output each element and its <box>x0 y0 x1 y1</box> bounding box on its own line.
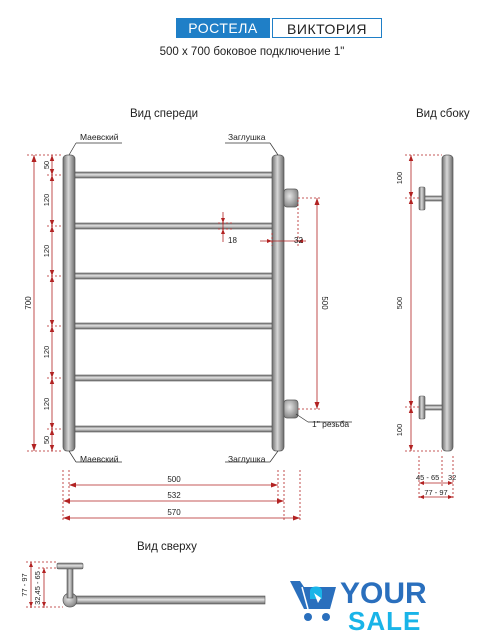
right-upright-pipe <box>272 155 284 451</box>
side-view-title: Вид сбоку <box>416 108 470 120</box>
side-dim-top-offset: 100 <box>395 171 404 185</box>
lower-connector <box>284 400 298 418</box>
top-view-title: Вид сверху <box>137 541 197 553</box>
rung <box>70 323 276 329</box>
product-subtitle: 500 х 700 боковое подключение 1" <box>159 46 345 58</box>
dim-width-mid: 532 <box>167 491 181 500</box>
front-view-title: Вид спереди <box>130 108 199 120</box>
dim-spacing-c: 120 <box>42 345 51 359</box>
upper-connector <box>284 189 298 207</box>
dim-spacing-bottom: 50 <box>42 435 51 445</box>
side-dim-depth-a: 45 - 65 <box>416 473 440 482</box>
plug-label-top: Заглушка <box>228 132 266 142</box>
shopping-cart-icon <box>290 581 336 621</box>
rung <box>70 273 276 279</box>
side-upper-bracket <box>424 196 442 201</box>
side-view <box>395 155 456 500</box>
top-bracket-flange <box>57 563 83 569</box>
side-dim-depth-b: 32 <box>448 473 457 482</box>
dim-spacing-a: 120 <box>42 193 51 207</box>
rung <box>70 172 276 178</box>
top-dim-depth-inner: 32,45 - 65 <box>33 571 42 605</box>
dim-width-inner: 500 <box>167 475 181 484</box>
side-lower-bracket <box>424 405 442 410</box>
model-label: ВИКТОРИЯ <box>272 18 382 38</box>
side-lower-flange <box>419 396 425 419</box>
thread-label: 1" резьба <box>312 419 350 429</box>
top-view <box>20 562 265 608</box>
rung <box>70 223 276 229</box>
dim-width-total: 570 <box>167 508 181 517</box>
dim-spacing-top: 50 <box>42 160 51 170</box>
dim-connector: 32 <box>294 236 303 245</box>
maevsky-label-top: Маевский <box>80 132 119 142</box>
front-view <box>24 132 352 522</box>
top-bracket-stem <box>67 568 73 598</box>
left-upright-pipe <box>63 155 75 451</box>
rung <box>70 426 276 432</box>
logo-word-top: YOUR <box>340 577 427 610</box>
top-dim-depth-total: 77 - 97 <box>20 573 29 597</box>
rung <box>70 375 276 381</box>
dim-connection-spacing: 500 <box>320 296 329 310</box>
side-dim-depth-total: 77 - 97 <box>424 488 448 497</box>
side-dim-connection-spacing: 500 <box>395 296 404 310</box>
side-upper-flange <box>419 187 425 210</box>
maevsky-label-bottom: Маевский <box>80 454 119 464</box>
dim-spacing-d: 120 <box>42 397 51 411</box>
plug-label-bottom: Заглушка <box>228 454 266 464</box>
dim-height-total: 700 <box>24 296 33 310</box>
side-dim-bottom-offset: 100 <box>395 423 404 437</box>
side-upright-pipe <box>442 155 453 451</box>
dim-spacing-b: 120 <box>42 244 51 258</box>
top-rail <box>70 596 265 604</box>
brand-label: РОСТЕЛА <box>176 18 270 38</box>
your-sale-logo <box>288 573 498 635</box>
logo-word-bottom: SALE <box>348 606 422 635</box>
dim-pipe-gap: 18 <box>228 236 237 245</box>
